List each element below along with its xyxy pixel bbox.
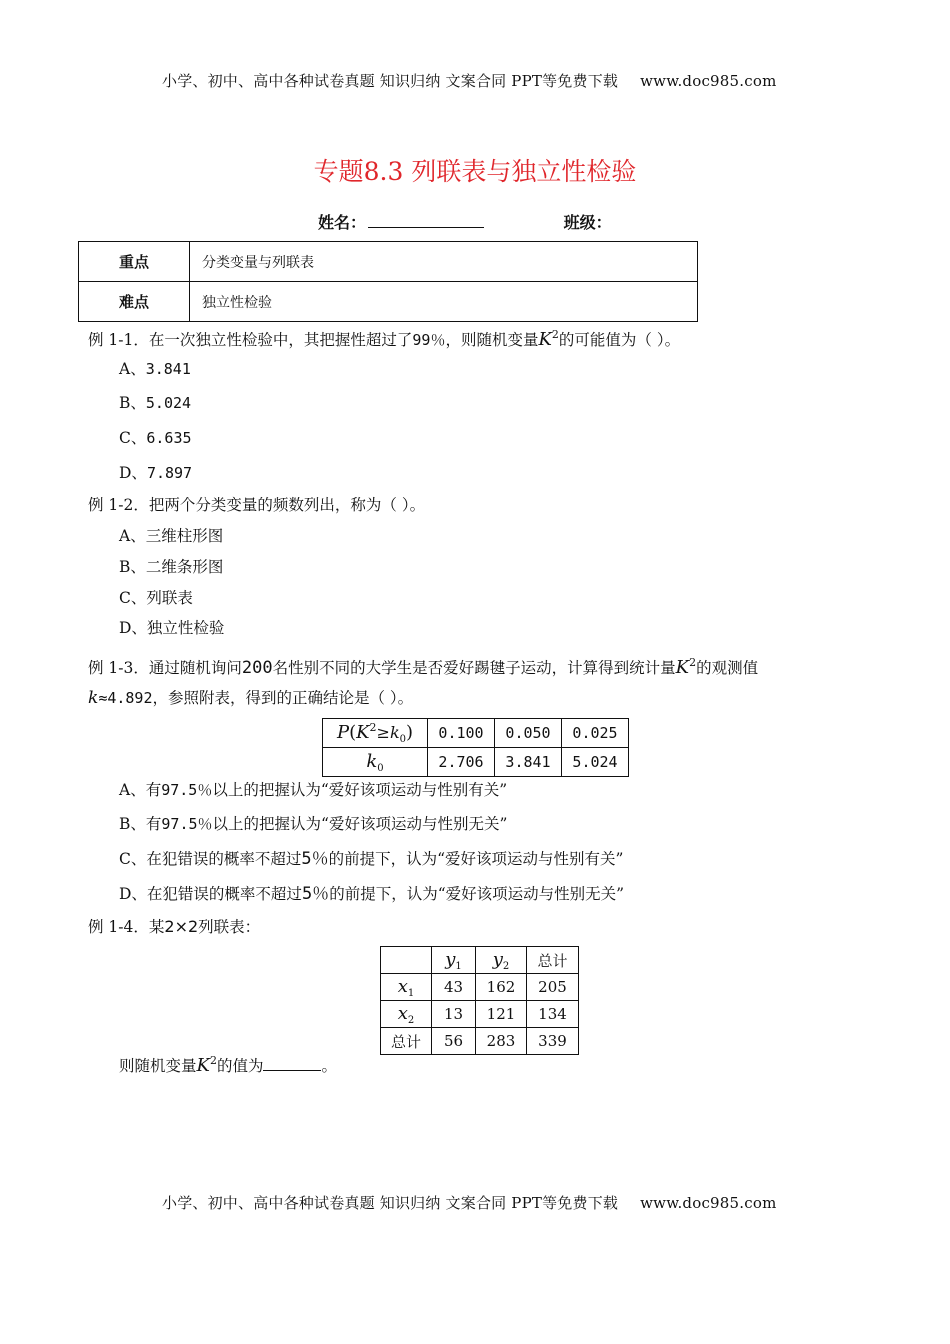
x-sub-1: 1 xyxy=(407,987,415,999)
header-text: 小学、初中、高中各种试卷真题 知识归纳 文案合同 PPT等免费下载 xyxy=(162,72,619,90)
q3-opt-a-rest: 以上的把握认为“爱好该项运动与性别有关” xyxy=(212,781,508,799)
q4-text-a: 例 1-4．某 xyxy=(88,918,165,936)
q3-option-a[interactable] xyxy=(119,783,507,799)
p-k-exp: 2 xyxy=(369,721,377,734)
ct-row-label-x2 xyxy=(381,1001,432,1028)
p-k-symbol: K xyxy=(356,722,370,743)
k-value: 2.706 xyxy=(428,748,495,777)
critical-value-table xyxy=(322,718,629,777)
ct-cell: 13 xyxy=(432,1001,476,1028)
question-1-2: 例 1-2．把两个分类变量的频数列出，称为（ ）。 xyxy=(88,496,426,514)
q3-opt-b-text: B、有 xyxy=(119,815,162,833)
q4-ans-text-c: 。 xyxy=(321,1057,337,1075)
q1-option-a-label: A、 xyxy=(119,360,146,378)
q3-opt-d-text: D、在犯错误的概率不超过 xyxy=(119,885,302,903)
q1-option-a[interactable] xyxy=(119,362,191,378)
q1-prefix: 例 1-1．在一次独立性检验中，其把握性超过了 xyxy=(88,331,413,349)
p-value: 0.100 xyxy=(428,719,495,748)
p-value: 0.050 xyxy=(495,719,562,748)
q3-opt-b-rest: 以上的把握认为“爱好该项运动与性别无关” xyxy=(212,815,508,833)
ct-col-total: 总计 xyxy=(527,947,579,974)
q3-text-b: 名性别不同的大学生是否爱好踢毽子运动，计算得到统计量 xyxy=(272,659,676,677)
ct-row-x2 xyxy=(381,1001,579,1028)
key-row-focus xyxy=(79,242,698,282)
question-1-1 xyxy=(88,329,680,349)
q4-dimension: 2×2 xyxy=(164,917,199,936)
q1-option-b-label: B、 xyxy=(119,394,146,412)
q3-opt-d-rest: 的前提下，认为“爱好该项运动与性别无关” xyxy=(329,885,625,903)
k-value: 5.024 xyxy=(562,748,629,777)
ct-cell: 339 xyxy=(527,1028,579,1055)
ct-row-total xyxy=(381,1028,579,1055)
q1-suffix: 的可能值为（ ）。 xyxy=(558,331,681,349)
ct-cell: 162 xyxy=(476,974,527,1001)
focus-label: 重点 xyxy=(79,242,190,282)
x-sub-2: 2 xyxy=(407,1014,415,1026)
q4-exp: 2 xyxy=(209,1054,217,1067)
q1-option-b-value: 5.024 xyxy=(145,394,192,412)
k-value: 3.841 xyxy=(495,748,562,777)
q2-option-b[interactable]: B、二维条形图 xyxy=(119,558,224,576)
q1-var: K xyxy=(538,329,552,350)
q4-text-b: 列联表： xyxy=(198,918,261,936)
q4-answer-line xyxy=(119,1055,337,1075)
q1-option-b[interactable] xyxy=(119,396,191,412)
q1-option-d[interactable] xyxy=(119,466,192,482)
q4-ans-text-a: 则随机变量 xyxy=(119,1057,197,1075)
ct-row-x1 xyxy=(381,974,579,1001)
ct-cell: 121 xyxy=(476,1001,527,1028)
k-symbol: k xyxy=(366,750,378,772)
ct-row-label-x1 xyxy=(381,974,432,1001)
document-title: 专题8.3 列联表与独立性检验 xyxy=(313,157,637,186)
q1-exp: 2 xyxy=(551,328,559,341)
page-footer xyxy=(162,1192,777,1213)
q4-ans-text-b: 的值为 xyxy=(216,1057,264,1075)
q3-opt-a-text: A、有 xyxy=(119,781,162,799)
q3-option-b[interactable] xyxy=(119,817,507,833)
q1-option-d-label: D、 xyxy=(119,464,147,482)
p-symbol: P xyxy=(336,722,350,743)
q1-mid: ，则随机变量 xyxy=(445,331,539,349)
q1-option-c[interactable] xyxy=(119,431,192,447)
q1-option-a-value: 3.841 xyxy=(145,360,191,378)
q1-option-c-value: 6.635 xyxy=(146,429,192,447)
q3-opt-a-num: 97.5％ xyxy=(161,781,213,799)
p-value: 0.025 xyxy=(562,719,629,748)
q3-opt-b-num: 97.5％ xyxy=(161,815,213,833)
key-points-table xyxy=(78,241,698,322)
difficulty-value: 独立性检验 xyxy=(190,282,698,322)
difficulty-label: 难点 xyxy=(79,282,190,322)
q3-text-c: 的观测值 xyxy=(696,659,759,677)
page-header xyxy=(162,70,777,91)
q1-option-d-value: 7.897 xyxy=(146,464,193,482)
k-header xyxy=(323,748,428,777)
question-1-3 xyxy=(88,657,758,677)
x-symbol: x xyxy=(397,1002,408,1024)
question-1-4 xyxy=(88,919,260,936)
name-label: 姓名： xyxy=(318,213,367,232)
key-row-difficulty xyxy=(79,282,698,322)
y-sub-2: 2 xyxy=(502,960,510,972)
q3-approx: ≈4.892 xyxy=(98,689,153,707)
name-class-row xyxy=(318,210,612,233)
k-sub: 0 xyxy=(377,762,384,774)
class-label: 班级： xyxy=(563,213,612,232)
q3-k: k xyxy=(88,688,99,708)
ct-row-label-total: 总计 xyxy=(381,1028,432,1055)
q3-opt-c-rest: 的前提下，认为“爱好该项运动与性别有关” xyxy=(328,850,624,868)
ct-cell: 43 xyxy=(432,974,476,1001)
ct-header-row xyxy=(381,947,579,974)
q3-count: 200 xyxy=(241,658,273,678)
ct-cell: 283 xyxy=(476,1028,527,1055)
q1-option-c-label: C、 xyxy=(119,429,147,447)
q2-option-d[interactable]: D、独立性检验 xyxy=(119,619,225,637)
q4-answer-blank[interactable] xyxy=(263,1057,321,1071)
y-symbol: y xyxy=(492,948,503,970)
q3-opt-d-num: 5％ xyxy=(301,884,330,904)
q4-var: K xyxy=(196,1055,210,1076)
ct-corner xyxy=(381,947,432,974)
q3-text-a: 例 1-3．通过随机询问 xyxy=(88,659,242,677)
q3-text-d: ，参照附表，得到的正确结论是（ ）。 xyxy=(152,689,414,707)
footer-text: 小学、初中、高中各种试卷真题 知识归纳 文案合同 PPT等免费下载 xyxy=(162,1194,619,1212)
ct-cell: 56 xyxy=(432,1028,476,1055)
p-row xyxy=(323,719,629,748)
q3-opt-c-text: C、在犯错误的概率不超过 xyxy=(119,850,302,868)
q2-option-c[interactable]: C、列联表 xyxy=(119,589,193,607)
q3-opt-c-num: 5％ xyxy=(301,849,329,869)
ct-col-y2 xyxy=(476,947,527,974)
q3-option-c[interactable] xyxy=(119,851,623,868)
q3-option-d[interactable] xyxy=(119,886,624,903)
p-ge-k: ≥k xyxy=(376,723,400,742)
q3-exp: 2 xyxy=(689,656,697,669)
q1-percent: 99％ xyxy=(412,331,446,349)
ct-cell: 134 xyxy=(527,1001,579,1028)
contingency-table xyxy=(380,946,579,1055)
ct-cell: 205 xyxy=(527,974,579,1001)
footer-url[interactable]: www.doc985.com xyxy=(640,1194,777,1212)
name-blank[interactable] xyxy=(368,215,484,228)
y-sub-1: 1 xyxy=(455,960,462,972)
focus-value: 分类变量与列联表 xyxy=(190,242,698,282)
k-row xyxy=(323,748,629,777)
question-1-3-line2 xyxy=(88,690,413,707)
header-url[interactable]: www.doc985.com xyxy=(640,72,777,90)
p-k-sub: 0 xyxy=(399,734,407,745)
q2-option-a[interactable]: A、三维柱形图 xyxy=(119,527,224,545)
x-symbol: x xyxy=(397,975,408,997)
y-symbol: y xyxy=(445,948,456,970)
p-header: $P(K^2\ge k_0)$ xyxy=(323,719,428,748)
ct-col-y1 xyxy=(432,947,476,974)
q3-var: K xyxy=(675,657,690,678)
